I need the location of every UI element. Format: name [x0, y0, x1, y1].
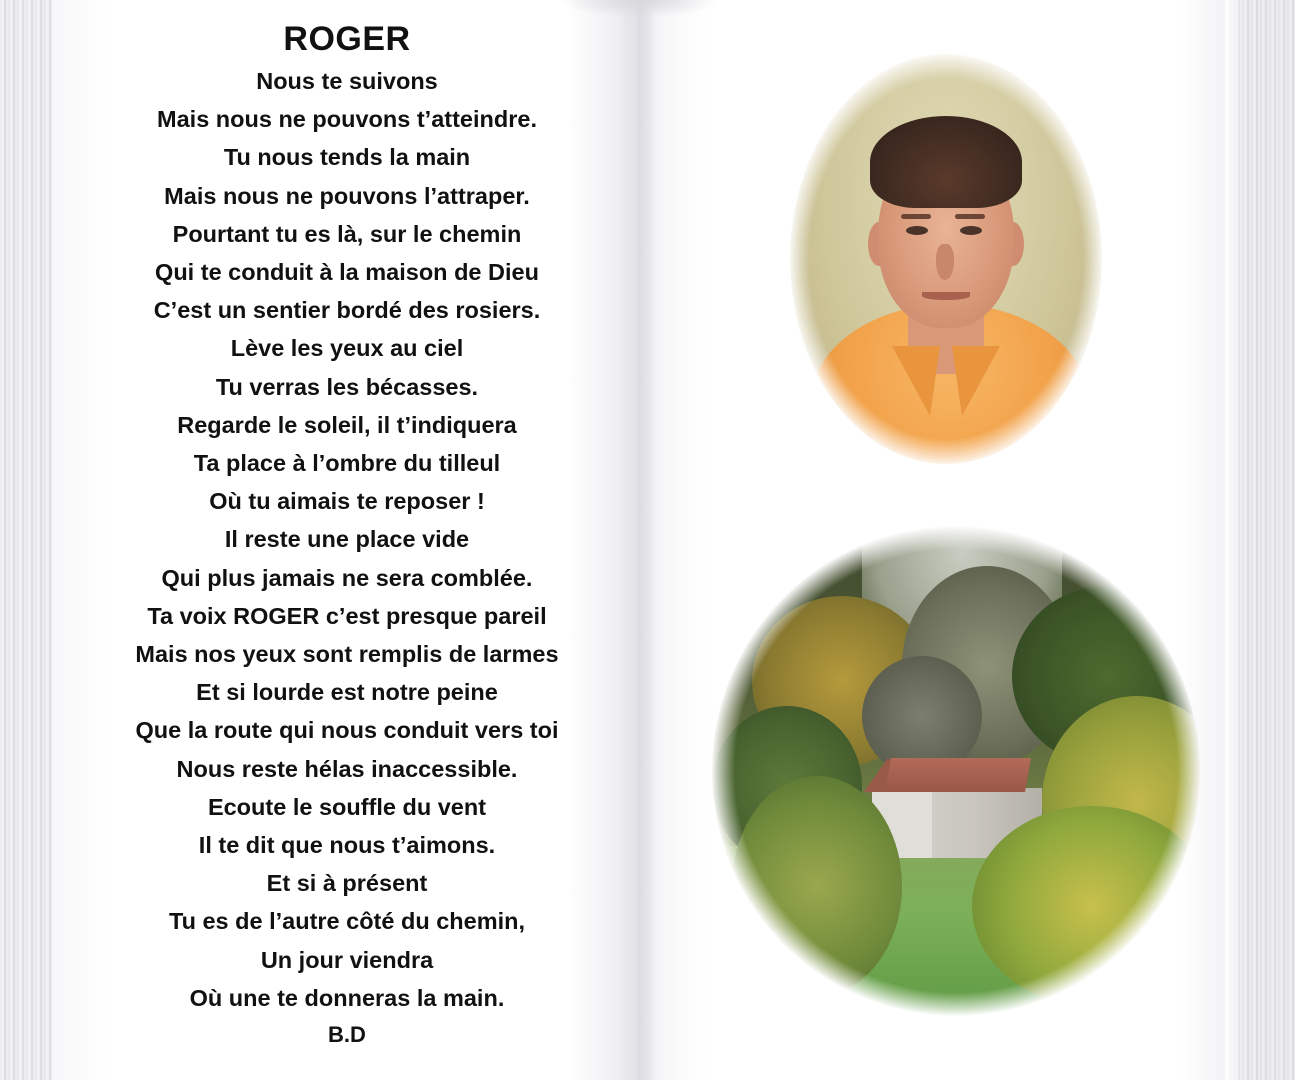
- poem-line: C’est un sentier bordé des rosiers.: [153, 297, 541, 324]
- landscape-photo: [712, 526, 1200, 1016]
- portrait-mouth: [922, 292, 970, 300]
- right-page-edges: [1225, 0, 1295, 1080]
- poem-line: Mais nos yeux sont remplis de larmes: [135, 641, 559, 668]
- poem-line: Qui plus jamais ne sera comblée.: [161, 564, 533, 591]
- poem-line: Nous te suivons: [256, 68, 438, 94]
- poem-line: Où une te donneras la main.: [189, 984, 505, 1011]
- poem-line: Nous reste hélas inaccessible.: [176, 755, 518, 782]
- poem-line: Ecoute le souffle du vent: [207, 793, 487, 820]
- poem-line: Tu nous tends la main: [223, 144, 471, 171]
- poem-line: Ta place à l’ombre du tilleul: [193, 450, 501, 477]
- portrait-collar-left: [892, 346, 940, 416]
- portrait-brow-left: [901, 214, 931, 219]
- landscape-roof: [885, 758, 1031, 792]
- poem-line: Mais nous ne pouvons l’attraper.: [164, 182, 530, 209]
- portrait-photo: [790, 54, 1102, 464]
- poem-line: Pourtant tu es là, sur le chemin: [172, 220, 522, 247]
- book-spine: [620, 0, 654, 1080]
- poem-line: Où tu aimais te reposer !: [209, 488, 485, 515]
- portrait-eye-right: [960, 226, 982, 235]
- poem-line: Ta voix ROGER c’est presque pareil: [147, 602, 547, 629]
- poem-line: Que la route qui nous conduit vers toi: [135, 717, 559, 744]
- poem-line: Il reste une place vide: [224, 526, 470, 553]
- portrait-brow-right: [955, 214, 985, 219]
- portrait-nose: [936, 244, 954, 280]
- landscape-bush: [732, 776, 902, 996]
- poem-line: Tu es de l’autre côté du chemin,: [168, 908, 526, 935]
- poem-author: B.D: [328, 1022, 366, 1048]
- poem-line: Qui te conduit à la maison de Dieu: [155, 259, 539, 286]
- poem: [92, 16, 602, 1053]
- poem-line: Tu verras les bécasses.: [215, 373, 479, 400]
- landscape-bush: [972, 806, 1200, 1006]
- poem-line: Et si lourde est notre peine: [196, 679, 498, 706]
- portrait-hair: [870, 116, 1022, 208]
- poem-title: ROGER: [283, 20, 411, 58]
- poem-line: Et si à présent: [266, 870, 428, 897]
- poem-line: Lève les yeux au ciel: [230, 335, 464, 362]
- poem-line: Regarde le soleil, il t’indiquera: [177, 411, 517, 438]
- portrait-eye-left: [906, 226, 928, 235]
- poem-lines: [92, 62, 602, 1017]
- poem-line: Il te dit que nous t’aimons.: [198, 832, 496, 859]
- portrait-collar-right: [952, 346, 1000, 416]
- poem-line: Mais nous ne pouvons t’atteindre.: [157, 106, 537, 133]
- poem-line: Un jour viendra: [260, 946, 434, 973]
